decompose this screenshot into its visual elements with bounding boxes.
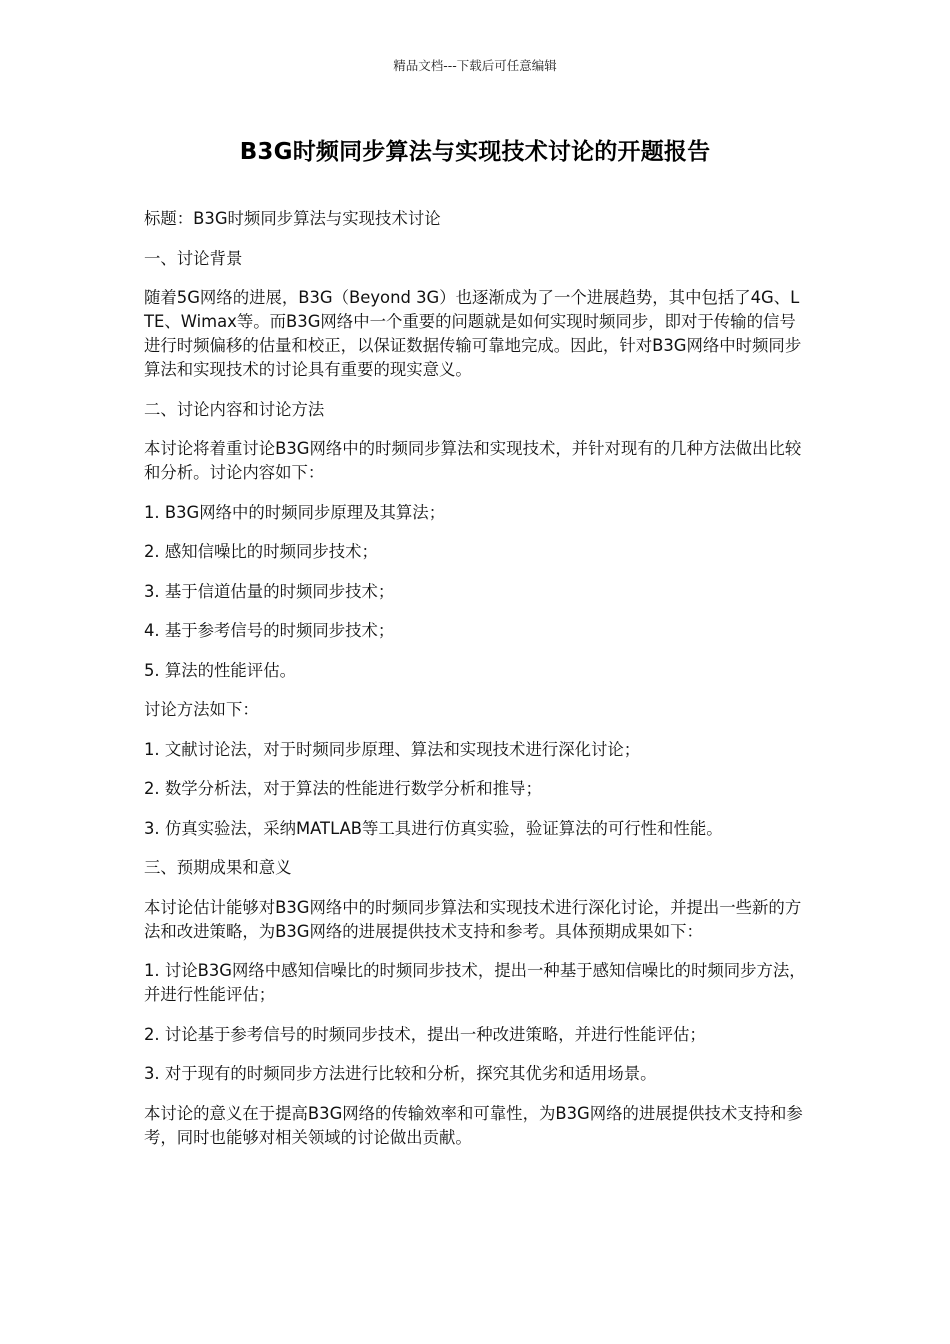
document-body <box>144 207 806 1165</box>
section-heading-content-methods: 二、讨论内容和讨论方法 <box>144 399 325 419</box>
outcomes-list-item: 1. 讨论B3G网络中感知信噪比的时频同步技术，提出一种基于感知信噪比的时频同步方法，并进行性能评估； <box>144 961 806 1004</box>
outcomes-list-item: 2. 讨论基于参考信号的时频同步技术，提出一种改进策略，并进行性能评估； <box>144 1024 706 1044</box>
section-heading-outcomes: 三、预期成果和意义 <box>144 858 292 877</box>
background-paragraph: 随着5G网络的进展，B3G（Beyond 3G）也逐渐成为了一个进展趋势，其中包括了4G、LTE、Wimax等。而B3G网络中一个重要的问题就是如何实现时频同步，即对于传输的信号进行时频偏移的估量和校正，以保证数据传输可靠地完成。因此，针对B3G网络中时频同步算法和实现技术的讨论具有重要的现实意义。 <box>144 288 802 379</box>
outcomes-list-item: 3. 对于现有的时频同步方法进行比较和分析，探究其优劣和适用场景。 <box>144 1064 657 1083</box>
page-header: 精品文档---下载后可任意编辑 <box>393 58 557 73</box>
content-list-item: 5. 算法的性能评估。 <box>144 660 296 680</box>
content-list-item: 1. B3G网络中的时频同步原理及其算法； <box>144 502 446 522</box>
content-list-item: 2. 感知信噪比的时频同步技术； <box>144 542 378 561</box>
methods-intro-line: 讨论方法如下： <box>144 700 259 719</box>
document-title: B3G时频同步算法与实现技术讨论的开题报告 <box>239 139 711 165</box>
outcomes-intro-paragraph: 本讨论估计能够对B3G网络中的时频同步算法和实现技术进行深化讨论，并提出一些新的方法和改进策略，为B3G网络的进展提供技术支持和参考。具体预期成果如下： <box>144 897 802 941</box>
methods-list-item: 2. 数学分析法，对于算法的性能进行数学分析和推导； <box>144 779 542 798</box>
significance-paragraph: 本讨论的意义在于提高B3G网络的传输效率和可靠性，为B3G网络的进展提供技术支持和参考，同时也能够对相关领域的讨论做出贡献。 <box>144 1103 803 1147</box>
section-heading-background: 一、讨论背景 <box>144 248 243 268</box>
content-list-item: 4. 基于参考信号的时频同步技术； <box>144 621 395 640</box>
content-intro-paragraph: 本讨论将着重讨论B3G网络中的时频同步算法和实现技术，并针对现有的几种方法做出比较和分析。讨论内容如下： <box>144 439 802 482</box>
subject-line: 标题：B3G时频同步算法与实现技术讨论 <box>144 209 441 228</box>
content-list-item: 3. 基于信道估量的时频同步技术； <box>144 581 395 601</box>
methods-list-item: 3. 仿真实验法，采纳MATLAB等工具进行仿真实验，验证算法的可行性和性能。 <box>144 818 723 838</box>
methods-list-item: 1. 文献讨论法，对于时频同步原理、算法和实现技术进行深化讨论； <box>144 739 641 759</box>
